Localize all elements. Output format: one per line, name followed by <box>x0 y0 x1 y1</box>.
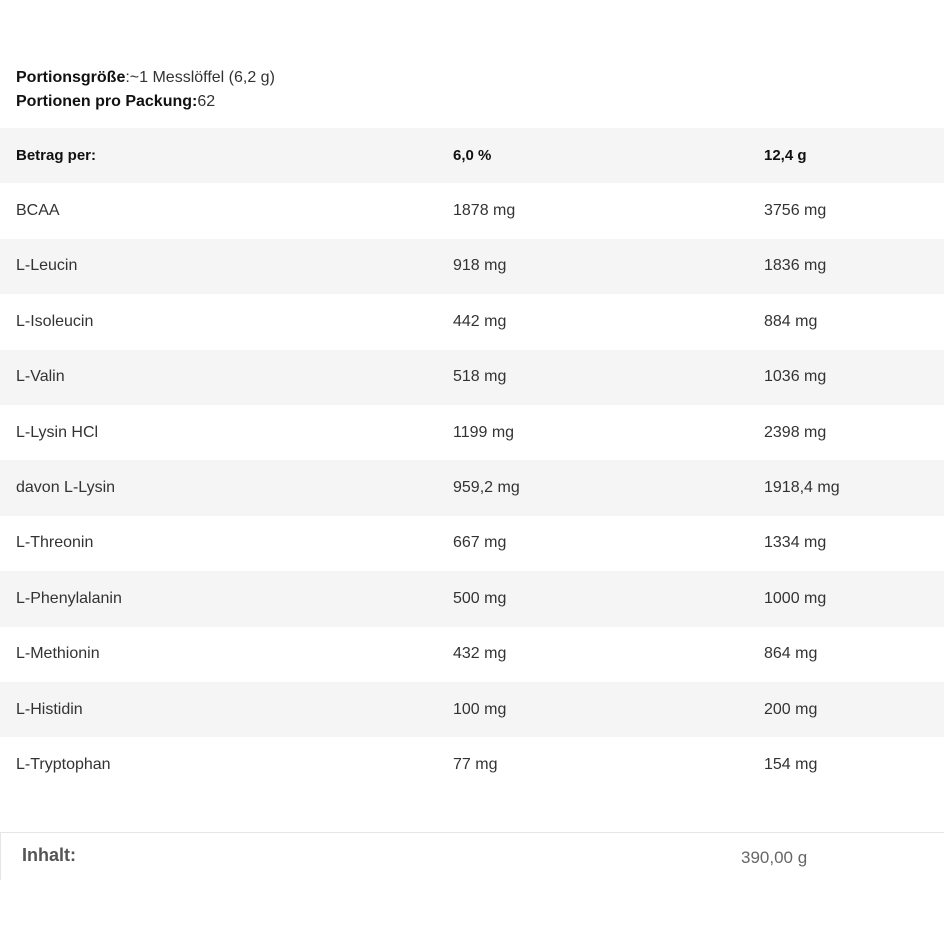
ingredient-amount-double: 200 mg <box>764 682 944 737</box>
ingredient-amount-serving: 918 mg <box>453 239 764 294</box>
table-row <box>0 571 944 626</box>
ingredient-amount-serving: 1878 mg <box>453 183 764 238</box>
ingredient-name: BCAA <box>0 183 453 238</box>
ingredient-amount-serving: 518 mg <box>453 350 764 405</box>
nutrition-table <box>0 128 944 793</box>
header-cell-percent: 6,0 % <box>453 128 764 183</box>
ingredient-amount-double: 2398 mg <box>764 405 944 460</box>
content-label: Inhalt: <box>22 845 76 865</box>
ingredient-name: L-Lysin HCl <box>0 405 453 460</box>
serving-size-value: :~1 Messlöffel (6,2 g) <box>125 69 275 86</box>
serving-info <box>16 66 275 114</box>
ingredient-amount-serving: 500 mg <box>453 571 764 626</box>
ingredient-name: L-Histidin <box>0 682 453 737</box>
ingredient-amount-double: 1334 mg <box>764 516 944 571</box>
ingredient-amount-double: 884 mg <box>764 294 944 349</box>
header-cell-amount-per: Betrag per: <box>0 128 453 183</box>
table-row <box>0 405 944 460</box>
ingredient-amount-double: 1918,4 mg <box>764 460 944 515</box>
ingredient-name: L-Phenylalanin <box>0 571 453 626</box>
ingredient-amount-serving: 1199 mg <box>453 405 764 460</box>
table-row <box>0 183 944 238</box>
table-header-row <box>0 128 944 183</box>
package-content <box>0 832 944 880</box>
ingredient-amount-double: 1000 mg <box>764 571 944 626</box>
ingredient-amount-serving: 442 mg <box>453 294 764 349</box>
ingredient-amount-serving: 432 mg <box>453 627 764 682</box>
servings-per-pack-value: 62 <box>197 93 216 110</box>
ingredient-name: L-Leucin <box>0 239 453 294</box>
ingredient-amount-serving: 959,2 mg <box>453 460 764 515</box>
servings-per-pack-line <box>16 90 275 114</box>
header-cell-grams: 12,4 g <box>764 128 944 183</box>
ingredient-amount-double: 1836 mg <box>764 239 944 294</box>
ingredient-amount-serving: 77 mg <box>453 737 764 792</box>
table-row <box>0 350 944 405</box>
ingredient-amount-double: 864 mg <box>764 627 944 682</box>
table-row <box>0 294 944 349</box>
table-row <box>0 682 944 737</box>
table-row <box>0 460 944 515</box>
ingredient-name: L-Isoleucin <box>0 294 453 349</box>
ingredient-name: davon L-Lysin <box>0 460 453 515</box>
table-row <box>0 239 944 294</box>
table-row <box>0 516 944 571</box>
ingredient-amount-double: 154 mg <box>764 737 944 792</box>
ingredient-amount-serving: 667 mg <box>453 516 764 571</box>
ingredient-amount-serving: 100 mg <box>453 682 764 737</box>
table-row <box>0 737 944 792</box>
table-row <box>0 627 944 682</box>
content-value: 390,00 g <box>741 848 808 867</box>
serving-size-label: Portionsgröße <box>16 69 126 86</box>
ingredient-name: L-Valin <box>0 350 453 405</box>
ingredient-name: L-Threonin <box>0 516 453 571</box>
ingredient-name: L-Methionin <box>0 627 453 682</box>
serving-size-line <box>16 66 275 90</box>
ingredient-name: L-Tryptophan <box>0 737 453 792</box>
servings-per-pack-label: Portionen pro Packung: <box>16 93 198 110</box>
ingredient-amount-double: 1036 mg <box>764 350 944 405</box>
ingredient-amount-double: 3756 mg <box>764 183 944 238</box>
